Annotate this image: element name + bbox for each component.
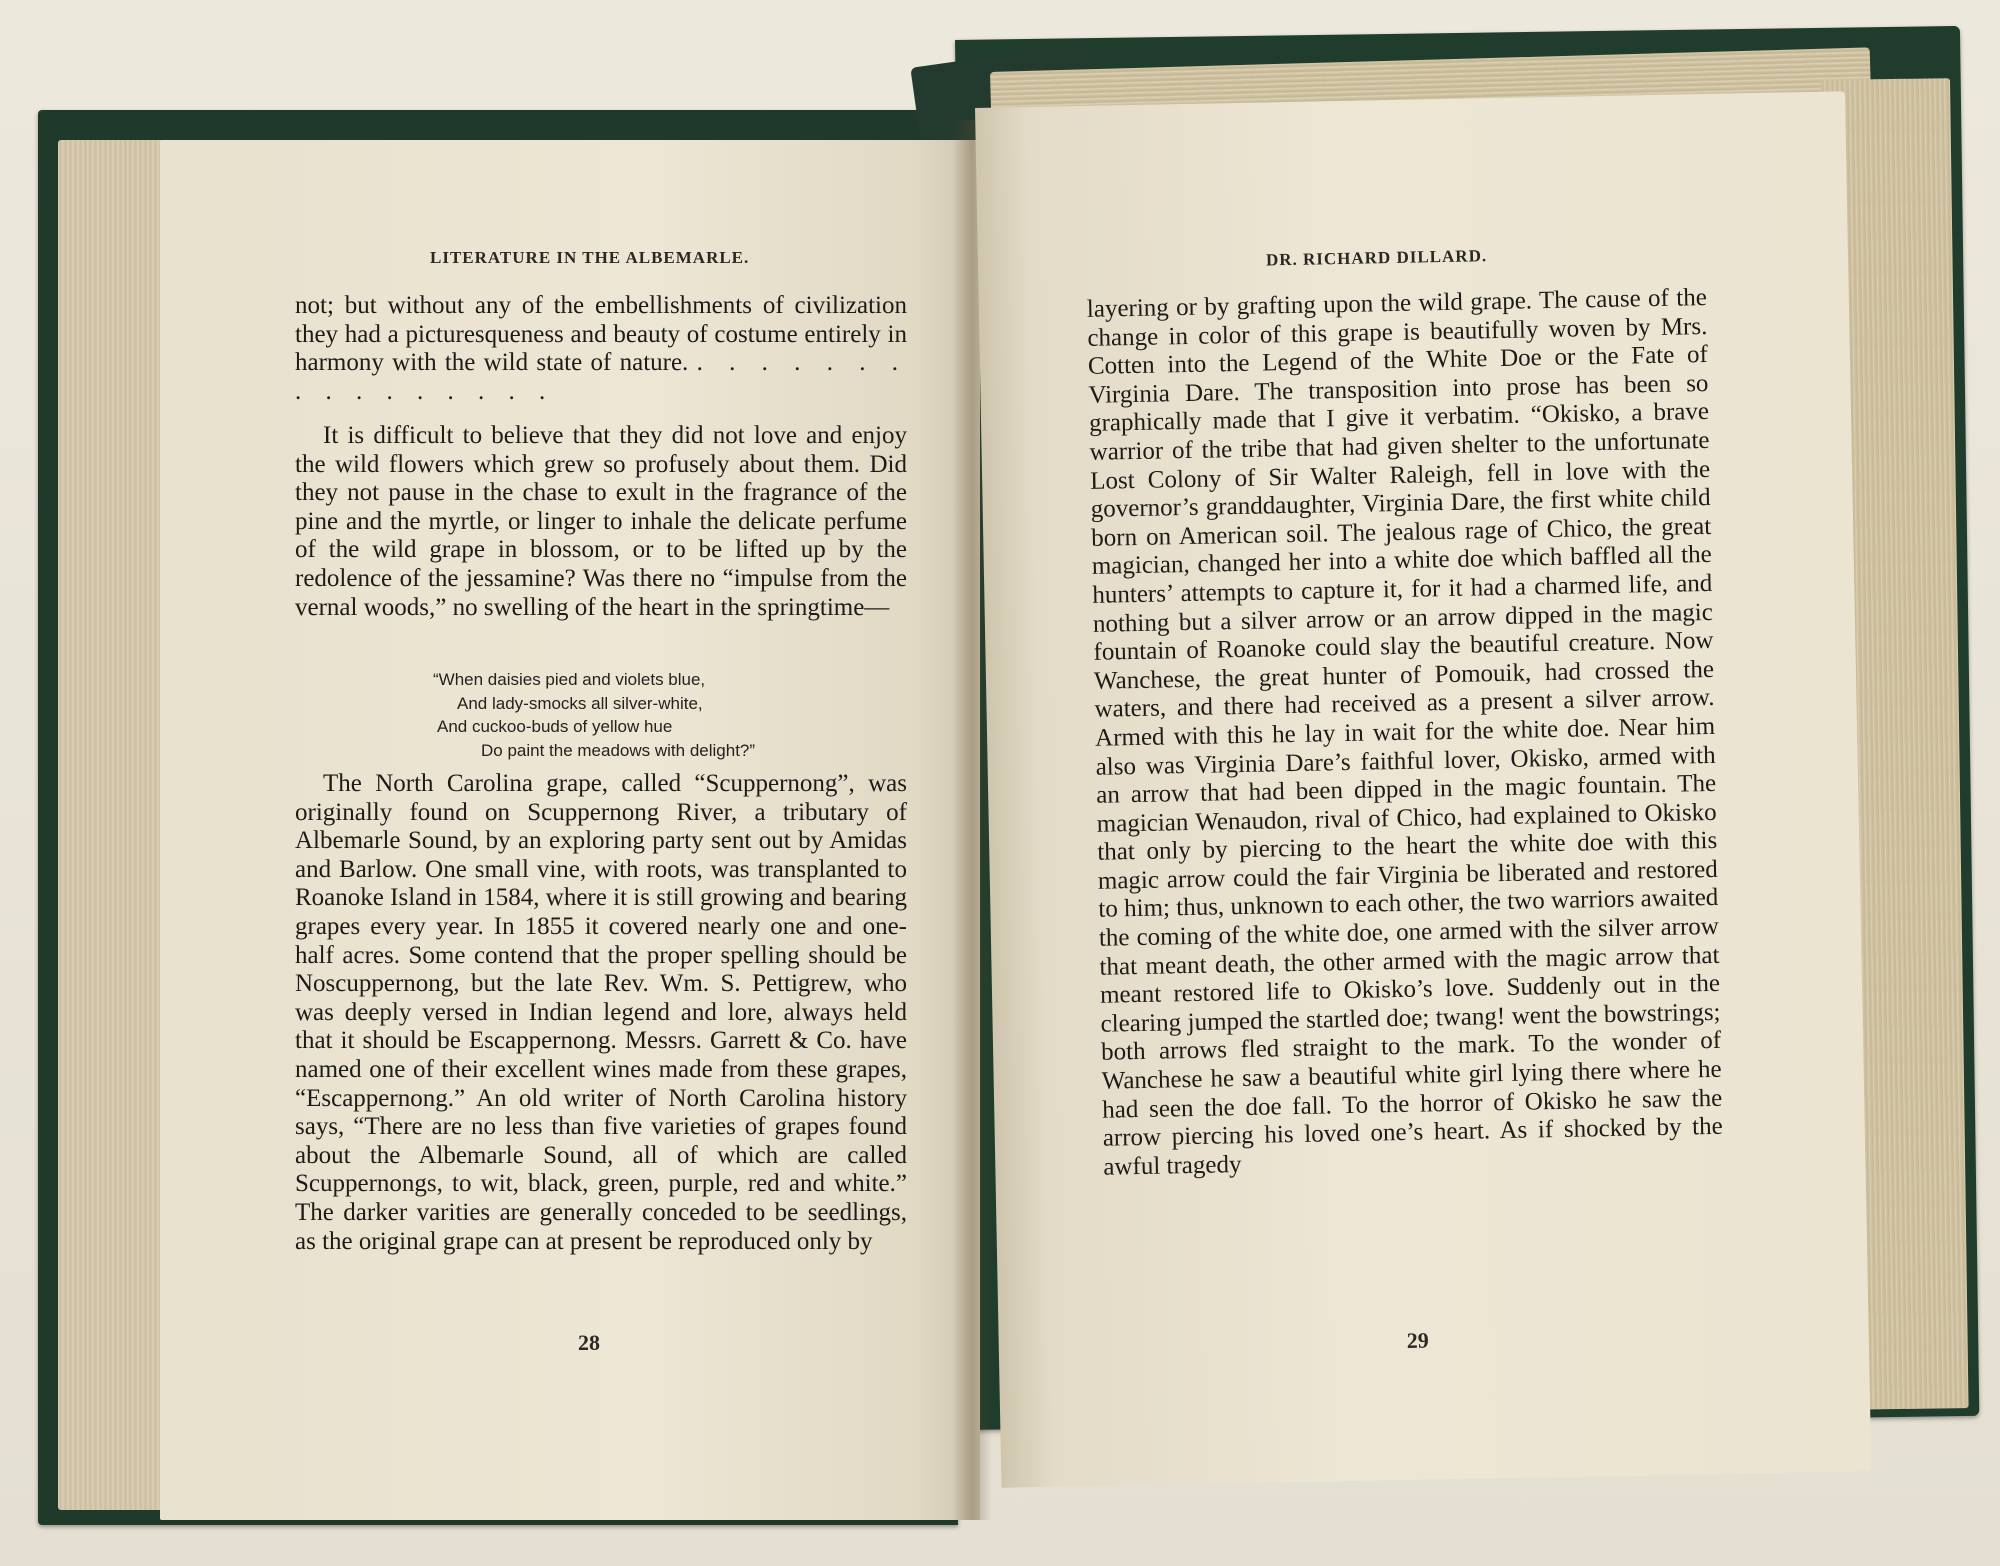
poem-line: And lady-smocks all silver-white,	[457, 693, 703, 713]
page-edges-left	[58, 140, 168, 1510]
poem-line: And cuckoo-buds of yellow hue	[437, 717, 673, 736]
left-paragraph-1	[295, 292, 907, 406]
left-paragraph-2-text: It is difficult to believe that they did not love and enjoy the wild flowers which grew so profusely about them. Did they not pause in the chase to exult in the fragrance of the pine and the myrtle, or linger to inhale the delicate perfume of the wild grape in blossom, or to be lifted up by the redolence of the jessamine? Was there no “impulse from the vernal woods,” no swelling of the heart in the springtime—	[295, 422, 907, 621]
page-number-right: 29	[1406, 1327, 1429, 1353]
poem-line: “When daisies pied and violets blue,	[433, 670, 706, 689]
left-page	[160, 140, 980, 1520]
left-paragraph-2	[295, 422, 907, 622]
right-page	[975, 91, 1871, 1487]
left-paragraph-3	[295, 770, 907, 1256]
ellipsis-dots: . . . . . . . . . . . . . . . .	[295, 349, 908, 405]
running-header-right: DR. RICHARD DILLARD.	[1265, 246, 1488, 270]
right-paragraph-1	[1087, 284, 1724, 1182]
left-paragraph-1-text: not; but without any of the embellishments of civilization they had a picturesqueness and beauty of costume entirely in harmony with the wild state of nature.	[295, 292, 907, 377]
running-header-left: LITERATURE IN THE ALBEMARLE.	[430, 248, 750, 267]
right-paragraph-1-text: layering or by grafting upon the wild grape. The cause of the change in color of this grape is beautifully woven by Mrs. Cotten into the Legend of the White Doe or the Fate of Virginia Dare. The transposition into prose has been so graphically made that I give it verbatim. “Okisko, a brave warrior of the tribe that had given shelter to the unfortunate Lost Colony of Sir Walter Raleigh, fell in love with the governor’s granddaughter, Virginia Dare, the first white child born on American soil. The jealous rage of Chico, the great magician, changed her into a white doe which baffled all the hunters’ attempts to capture it, for it had a charmed life, and nothing but a silver arrow or an arrow dipped in the magic fountain of Roanoke could slay the beautiful creature. Now Wanchese, the great hunter of Pomouik, had crossed the waters, and there had received as a present a silver arrow. Armed with this he lay in wait for the white doe. Near him also was Virginia Dare’s faithful lover, Okisko, armed with an arrow that had been dipped in the magic fountain. The magician Wenaudon, rival of Chico, had explained to Okisko that only by piercing to the heart the white doe with this magic arrow could the fair Virginia be liberated and restored to him; thus, unknown to each other, the two warriors awaited the coming of the white doe, one armed with the silver arrow that meant death, the other armed with the magic arrow that meant restored life to Okisko’s love. Suddenly out in the clearing jumped the startled doe; twang! went the bowstrings; both arrows fled straight to the mark. To the wonder of Wanchese he saw a beautiful white girl lying there where he had seen the doe fall. To the horror of Okisko he saw the arrow piercing his loved one’s heart. As if shocked by the awful tragedy	[1086, 283, 1723, 1181]
poem-quote	[295, 668, 907, 762]
left-paragraph-3-text: The North Carolina grape, called “Scuppernong”, was originally found on Scuppernong River, a tributary of Albemarle Sound, by an exploring party sent out by Amidas and Barlow. One small vine, with roots, was transplanted to Roanoke Island in 1584, where it is still growing and bearing grapes every year. In 1855 it covered nearly one and one-half acres. Some contend that the proper spelling should be Noscuppernong, but the late Rev. Wm. S. Pettigrew, who was deeply versed in Indian legend and lore, always held that it should be Escappernong. Messrs. Garrett & Co. have named one of their excellent wines made from these grapes, “Escappernong.” An old writer of North Carolina history says, “There are no less than five varieties of grapes found about the Albemarle Sound, all of which are called Scuppernongs, to wit, black, green, purple, red and white.” The darker varities are generally conceded to be seedlings, as the original grape can at present be reproduced only by	[295, 770, 907, 1255]
poem-line: Do paint the meadows with delight?”	[481, 740, 756, 760]
page-number-left: 28	[578, 1330, 600, 1355]
